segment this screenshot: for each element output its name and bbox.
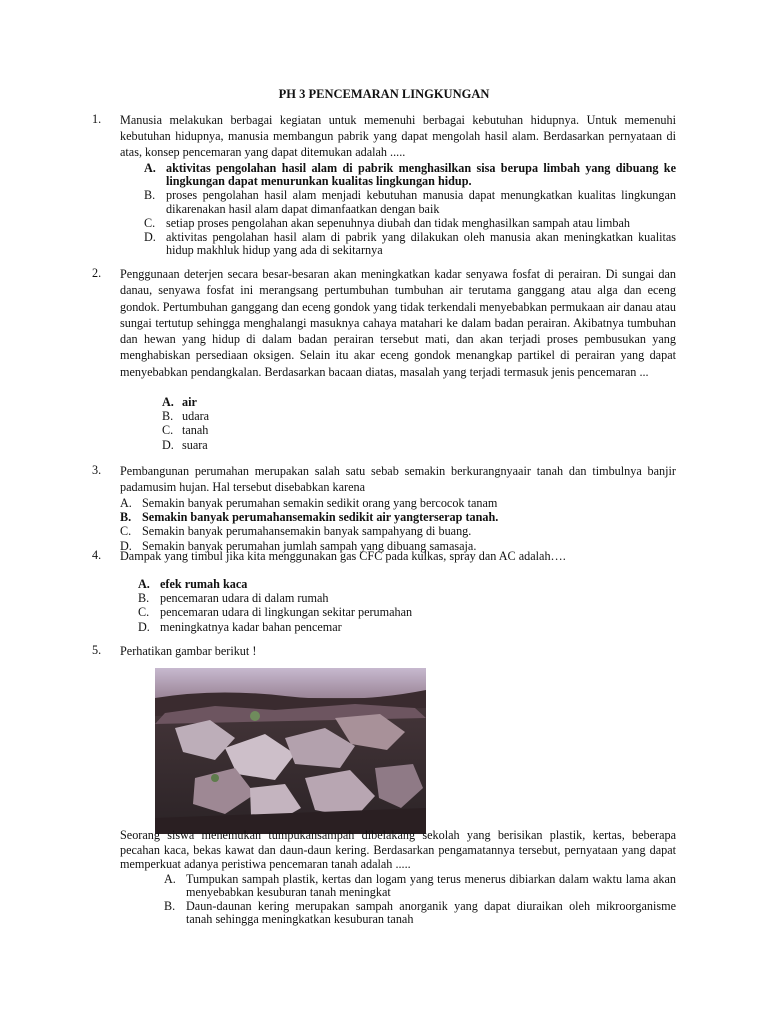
option-list (144, 162, 676, 257)
option-b: B. udara (162, 409, 210, 424)
option-d: D. aktivitas pengolahan hasil alam di pabrik yang dilakukan oleh manusia akan meningkatkan kualitas hidup makhluk hidup yang ada di sekitarnya (144, 230, 676, 258)
option-list (162, 396, 676, 452)
question-number: 5. (92, 643, 102, 657)
option-list (164, 873, 676, 927)
question-text: Penggunaan deterjen secara besar-besaran akan meningkatkan kadar senyawa fosfat di perairan. Di sungai dan danau, senyawa fosfat ini merangsang pertumbuhan tumbuhan air terutama ganggang atau alga dan eceng gondok. Pertumbuhan ganggang dan eceng gondok yang tidak terkendali menyebabkan permukaan air danau atau sungai tertutup sehingga menghalangi masuknya cahaya matahari ke dalam badan perairan. Akibatnya tumbuhan dan hewan yang hidup di dalam badan perairan tersebut mati, dan akan terjadi proses pembusukan yang menghabiskan persediaan oksigen. Selain itu akar eceng gondok menangkap partikel di perairan yang dapat menyebabkan pendangkalan. Berdasarkan bacaan diatas, masalah yang terjadi termasuk jenis pencemaran ... (120, 267, 676, 379)
question-2 (92, 266, 676, 453)
option-c: C. setiap proses pengolahan akan sepenuhnya diubah dan tidak menghasilkan sampah atau limbah (144, 215, 631, 230)
question-number: 2. (92, 266, 102, 280)
option-b: B. Daun-daunan kering merupakan sampah anorganik yang dapat diuraikan oleh mikroorganisme tanah sehingga meningkatkan kesuburan tanah (164, 898, 676, 927)
question-1 (92, 112, 676, 258)
page-title: PH 3 PENCEMARAN LINGKUNGAN (278, 87, 490, 101)
option-d: D. meningkatnya kadar bahan pencemar (138, 619, 342, 634)
option-b: B. Semakin banyak perumahansemakin sedikit air yangterserap tanah. (120, 510, 499, 525)
question-4 (92, 548, 676, 635)
question-5-body (92, 828, 676, 927)
option-a: A. air (162, 395, 197, 410)
question-text: Manusia melakukan berbagai kegiatan untuk memenuhi berbagai kebutuhan hidupnya. Untuk memenuhi kebutuhan hidupnya, manusia membangun pabrik yang dapat mengolah hasil alam. Berdasarkan pernyataan di atas, konsep pencemaran yang dapat ditemukan adalah ..... (120, 113, 676, 159)
option-a: A. Tumpukan sampah plastik, kertas dan logam yang terus menerus dibiarkan dalam waktu lama akan menyebabkan kesuburan tanah meningkat (164, 871, 676, 899)
option-b: B. pencemaran udara di dalam rumah (138, 591, 329, 606)
option-a: A. Semakin banyak perumahan semakin sedikit orang yang bercocok tanam (120, 496, 498, 510)
option-list (138, 578, 676, 634)
option-d: D. suara (162, 437, 208, 452)
question-text: Perhatikan gambar berikut ! (120, 644, 257, 658)
garbage-pile-photo (155, 668, 426, 834)
question-text: Pembangunan perumahan merupakan salah satu sebab semakin berkurangnyaair tanah dan timbulnya banjir padamusim hujan. Hal tersebut disebabkan karena (120, 464, 676, 494)
question-3 (92, 463, 676, 554)
option-list (120, 497, 676, 553)
option-c: C. Semakin banyak perumahansemakin banyak sampahyang di buang. (120, 524, 472, 539)
question-number: 4. (92, 548, 102, 562)
option-a: A. aktivitas pengolahan hasil alam di pabrik menghasilkan sisa berupa limbah yang dibuang ke lingkungan dapat menurunkan kualitas lingkungan hidup. (144, 161, 676, 189)
question-text: Seorang siswa menemukan tumpukansampah dibelakang sekolah yang berisikan plastik, kertas, beberapa pecahan kaca, bekas kawat dan daun-daun kering. Berdasarkan pengamatannya tersebut, pernyataan yang dapat memperkuat adanya peristiwa pencemaran tanah adalah ..... (120, 828, 676, 871)
option-d: D. Semakin banyak perumahan jumlah sampah yang dibuang samasaja. (120, 538, 477, 553)
option-c: C. tanah (162, 423, 209, 438)
question-text: Dampak yang timbul jika kita menggunakan gas CFC pada kulkas, spray dan AC adalah…. (120, 549, 566, 563)
question-5 (92, 643, 676, 659)
option-b: B. proses pengolahan hasil alam menjadi kebutuhan manusia dapat menungkatkan kualitas lingkungan dikarenakan hasil alam dapat dimanfaatkan dengan baik (144, 188, 676, 216)
question-number: 3. (92, 463, 102, 477)
option-a: A. efek rumah kaca (138, 577, 248, 591)
question-number: 1. (92, 112, 102, 126)
option-c: C. pencemaran udara di lingkungan sekitar perumahan (138, 605, 413, 620)
